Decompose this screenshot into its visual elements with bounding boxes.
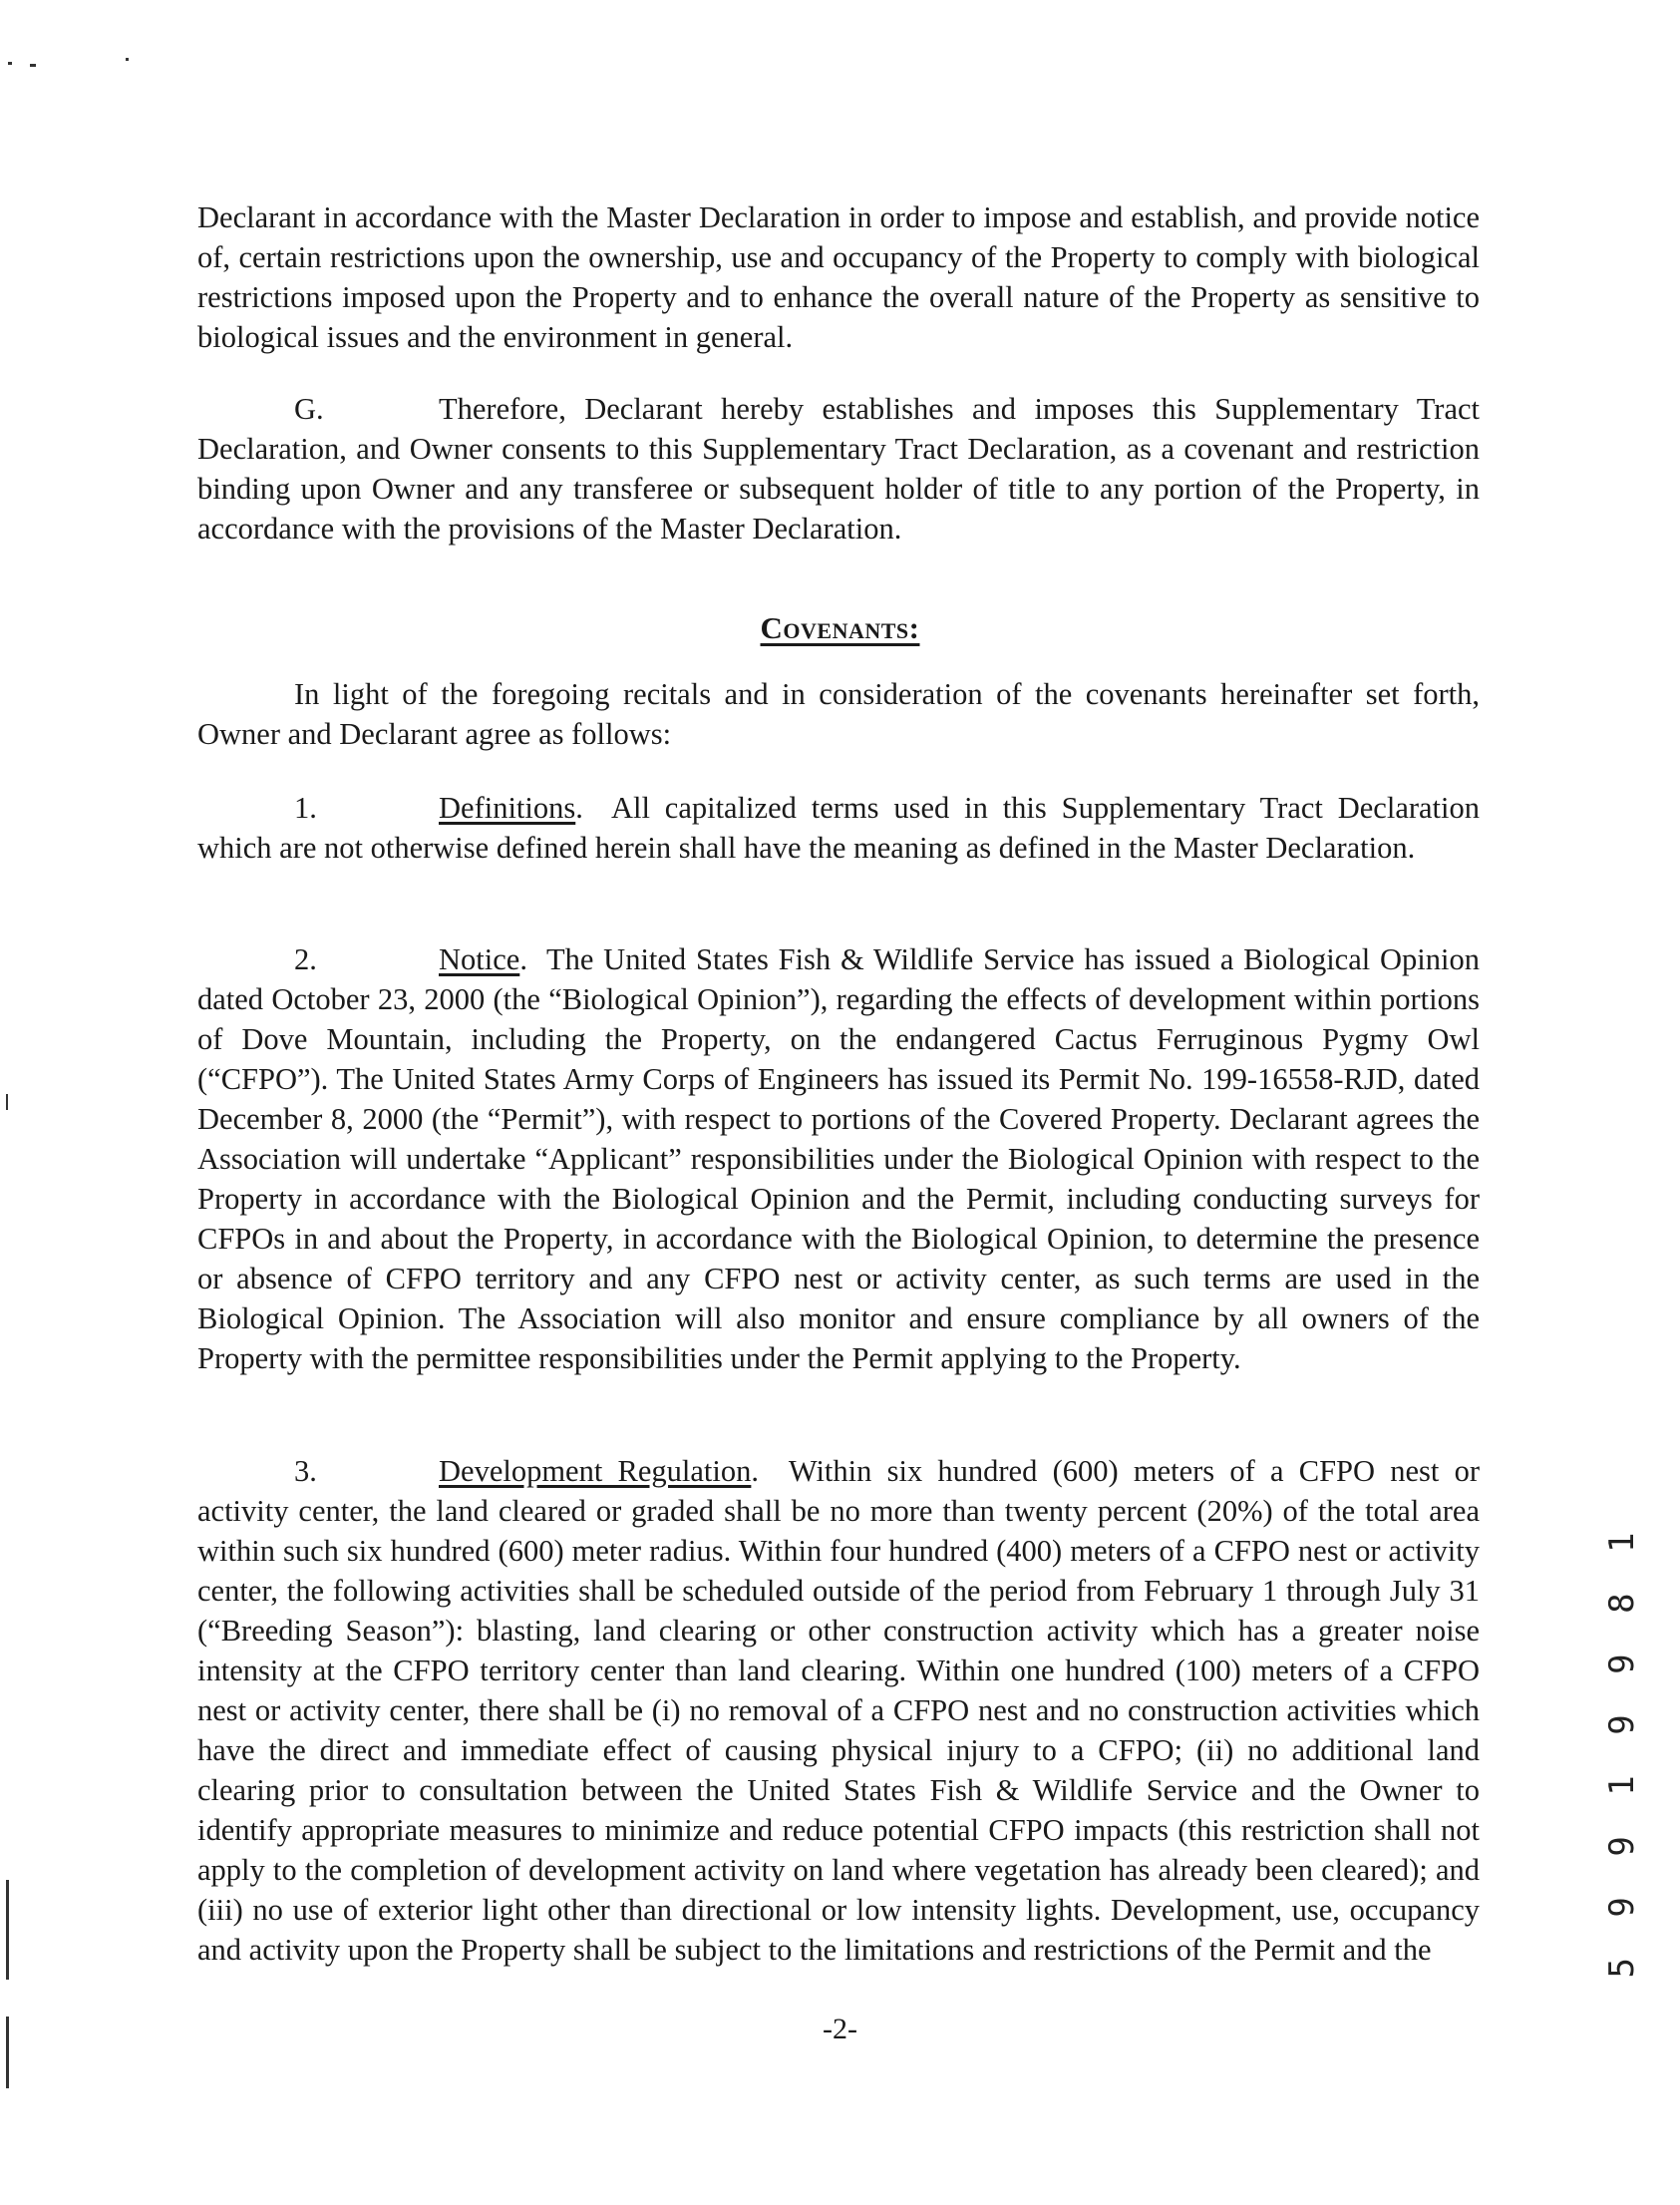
section-1-title: Definitions [439, 791, 576, 825]
covenants-intro: In light of the foregoing recitals and in consideration of the covenants hereinafter set forth, Owner and Declarant agree as follows: [197, 677, 1480, 751]
covenants-heading: Covenants: [760, 610, 920, 645]
scan-artifact-line [6, 1094, 8, 1110]
section-2-text: The United States Fish & Wildlife Service has issued a Biological Opinion dated October 23, 2000 (the “Biological Opinion”), regarding the effects of development within portions of Dove Mountain, including the Property, on the endangered Cactus Ferruginous Pygmy Owl (“CFPO”). The United States Army Corps of Engineers has issued its Permit No. 199-16558-RJD, dated December 8, 2000 (the “Permit”), with respect to portions of the Covered Property. Declarant agrees the Association will undertake “Applicant” responsibilities under the Biological Opinion with respect to the Property in accordance with the Biological Opinion and the Permit, including conducting surveys for CFPOs in and about the Property, in accordance with the Biological Opinion, to determine the presence or absence of CFPO territory and any CFPO nest or activity center, as such terms are used in the Biological Opinion. The Association will also monitor and ensure compliance by all owners of the Property with the permittee responsibilities under the Permit applying to the Property. [197, 942, 1480, 1375]
scan-artifact-line [6, 2017, 9, 2088]
section-3-title: Development Regulation [439, 1454, 752, 1488]
recital-g-text: Therefore, Declarant hereby establishes and imposes this Supplementary Tract Declaration, and Owner consents to this Supplementary Tract Declaration, as a covenant and restriction binding upon Owner and any transferee or subsequent holder of title to any portion of the Property, in accordance with the provisions of the Master Declaration. [197, 392, 1480, 546]
scan-speck [126, 58, 129, 61]
scan-speck [30, 64, 36, 67]
section-2-title: Notice [439, 942, 520, 976]
section-1-text: All capitalized terms used in this Supplementary Tract Declaration which are not otherwise defined herein shall have the meaning as defined in the Master Declaration. [197, 791, 1480, 865]
scan-speck [8, 62, 12, 65]
margin-stamp-text: 5 9 9 1 9 9 8 1 [1602, 1522, 1642, 1979]
recital-g-label: G. [294, 392, 324, 426]
section-3-text: Within six hundred (600) meters of a CFPO nest or activity center, the land cleared or graded shall be no more than twenty percent (20%) of the total area within such six hundred (600) meter radius. Within four hundred (400) meters of a CFPO nest or activity center, the following activities shall be scheduled outside of the period from February 1 through July 31 (“Breeding Season”): blasting, land clearing or other construction activity which has a greater noise intensity at the CFPO territory center than land clearing. Within one hundred (100) meters of a CFPO nest or activity center, there shall be (i) no removal of a CFPO nest and no construction activities which have the direct and immediate effect of causing physical injury to a CFPO; (ii) no additional land clearing prior to consultation between the United States Fish & Wildlife Service and the Owner to identify appropriate measures to minimize and reduce potential CFPO impacts (this restriction shall not apply to the completion of development activity on land where vegetation has already been cleared); and (iii) no use of exterior light other than directional or low intensity lights. Development, use, occupancy and activity upon the Property shall be subject to the limitations and restrictions of the Permit and the [197, 1454, 1480, 1967]
section-3: 3. Development Regulation. Within six hundred (600) meters of a CFPO nest or activity center, the land cleared or graded shall be no more than twenty percent (20%) of the total area within such six hundred (600) meter radius. Within four hundred (400) meters of a CFPO nest or activity center, the following activities shall be scheduled outside of the period from February 1 through July 31 (“Breeding Season”): blasting, land clearing or other construction activity which has a greater noise intensity at the CFPO territory center than land clearing. Within one hundred (100) meters of a CFPO nest or activity center, there shall be (i) no removal of a CFPO nest and no construction activities which have the direct and immediate effect of causing physical injury to a CFPO; (ii) no additional land clearing prior to consultation between the United States Fish & Wildlife Service and the Owner to identify appropriate measures to minimize and reduce potential CFPO impacts (this restriction shall not apply to the completion of development activity on land where vegetation has already been cleared); and (iii) no use of exterior light other than directional or low intensity lights. Development, use, occupancy and activity upon the Property shall be subject to the limitations and restrictions of the Permit and the [197, 1451, 1480, 1970]
scan-artifact-line [6, 1880, 9, 1980]
section-2-number: 2. [294, 942, 317, 976]
recital-g [197, 389, 1480, 549]
margin-recording-stamp [1592, 1522, 1652, 1979]
section-1-number: 1. [294, 791, 317, 825]
section-2: 2. Notice. The United States Fish & Wildlife Service has issued a Biological Opinion dated October 23, 2000 (the “Biological Opinion”), regarding the effects of development within portions of Dove Mountain, including the Property, on the endangered Cactus Ferruginous Pygmy Owl (“CFPO”). The United States Army Corps of Engineers has issued its Permit No. 199-16558-RJD, dated December 8, 2000 (the “Permit”), with respect to portions of the Covered Property. Declarant agrees the Association will undertake “Applicant” responsibilities under the Biological Opinion with respect to the Property in accordance with the Biological Opinion and the Permit, including conducting surveys for CFPOs in and about the Property, in accordance with the Biological Opinion, to determine the presence or absence of CFPO territory and any CFPO nest or activity center, as such terms are used in the Biological Opinion. The Association will also monitor and ensure compliance by all owners of the Property with the permittee responsibilities under the Permit applying to the Property. [197, 939, 1480, 1378]
section-3-number: 3. [294, 1454, 317, 1488]
recital-f-continuation: Declarant in accordance with the Master Declaration in order to impose and establish, and provide notice of, certain restrictions upon the ownership, use and occupancy of the Property to comply with biological restrictions imposed upon the Property and to enhance the overall nature of the Property as sensitive to biological issues and the environment in general. [197, 200, 1480, 354]
page-number: -2- [823, 2013, 857, 2045]
section-1: 1. Definitions. All capitalized terms used in this Supplementary Tract Declaration which are not otherwise defined herein shall have the meaning as defined in the Master Declaration. [197, 788, 1480, 868]
